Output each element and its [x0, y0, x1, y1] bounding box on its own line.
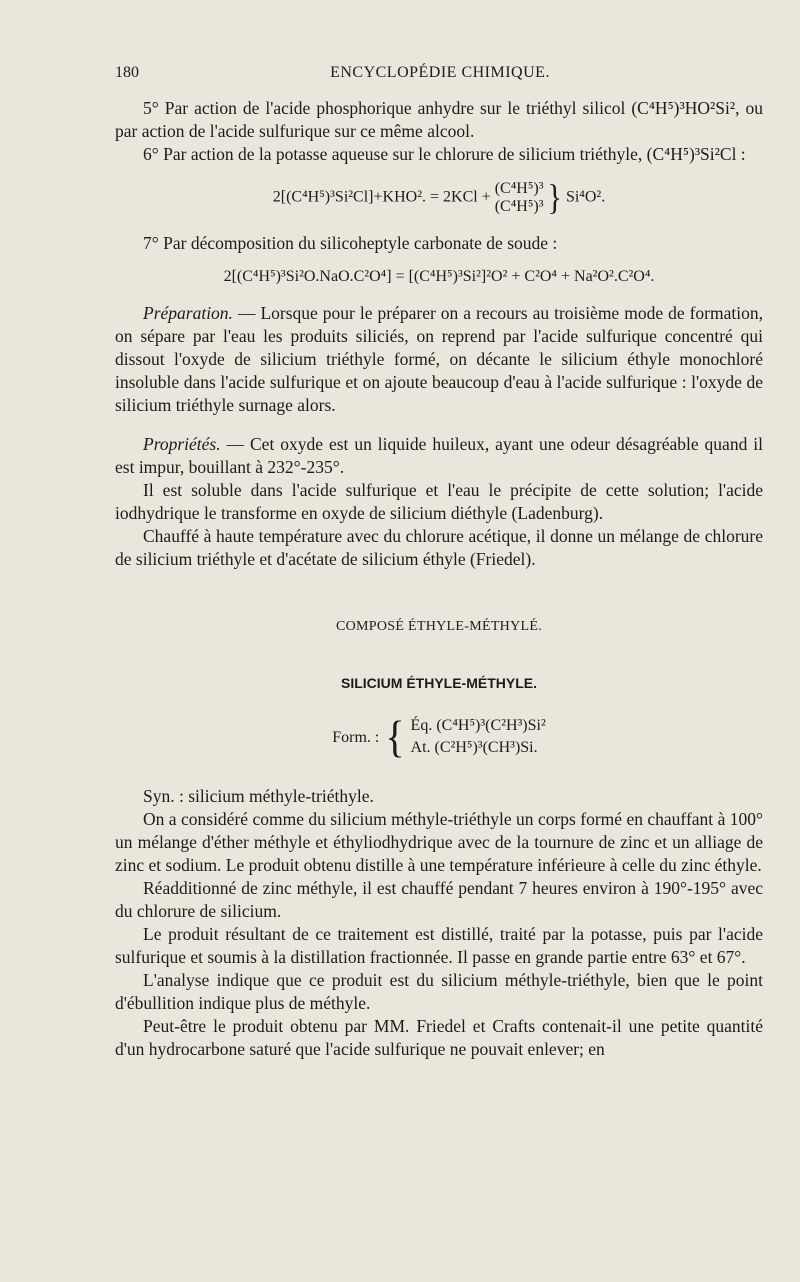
- section-paragraph-5: Peut-être le produit obtenu par MM. Friedel et Crafts contenait-il une petite quantité d'un hydrocarbone saturé que l'acide sulfurique ne pouvait enlever; en: [115, 1016, 763, 1059]
- formula-eq: Éq. (C⁴H⁵)³(C²H³)Si²: [410, 717, 546, 734]
- section-paragraph-1: On a considéré comme du silicium méthyle-triéthyle un corps formé en chauffant à 100° un mélange d'éther méthyle et éthyliodhydrique avec de la tournure de zinc et un alliage de zinc et sodium. Le produit obtenu distille à une température inférieure à celle du zinc éthyle.: [115, 809, 763, 875]
- properties-paragraph-2: Il est soluble dans l'acide sulfurique et l'eau le précipite de cette solution; l'acide iodhydrique le transforme en oxyde de silicium diéthyle (Ladenburg).: [115, 480, 763, 523]
- page-number: 180: [115, 64, 139, 81]
- section-heading: COMPOSÉ ÉTHYLE-MÉTHYLÉ.: [336, 619, 542, 634]
- formula-at: At. (C²H⁵)³(CH³)Si.: [410, 739, 538, 756]
- equation-1-top: (C⁴H⁵)³: [494, 180, 544, 197]
- properties-text: — Cet oxyde est un liquide huileux, ayant une odeur désagréable quand il est impur, bouillant à 232°-235°.: [115, 434, 763, 477]
- equation-1: [115, 177, 763, 218]
- preparation-text: — Lorsque pour le préparer on a recours au troisième mode de formation, on sépare par l'eau les produits siliciés, on reprend par l'acide sulfurique concentré qui dissout l'oxyde de silicium triéthyle formé, on décante le silicium éthyle monochloré insoluble dans l'acide sulfurique et on ajoute beaucoup d'eau à l'acide sulfurique : l'oxyde de silicium triéthyle surnage alors.: [115, 303, 763, 415]
- formula-brace: {: [385, 711, 405, 762]
- properties-paragraph-3: Chauffé à haute température avec du chlorure acétique, il donne un mélange de chlorure de silicium triéthyle et d'acétate de silicium éthyle (Friedel).: [115, 526, 763, 569]
- synonym-line: Syn. : silicium méthyle-triéthyle.: [143, 786, 374, 806]
- properties-label: Propriétés.: [143, 434, 221, 454]
- equation-1-brace: }: [547, 177, 562, 218]
- formula-block: [115, 711, 763, 762]
- paragraph-6: 6° Par action de la potasse aqueuse sur le chlorure de silicium triéthyle, (C⁴H⁵)³Si²Cl :: [143, 144, 746, 164]
- preparation-paragraph: [115, 302, 763, 417]
- section-subheading: SILICIUM ÉTHYLE-MÉTHYLE.: [341, 675, 537, 691]
- paragraph-5: 5° Par action de l'acide phosphorique anhydre sur le triéthyl silicol (C⁴H⁵)³HO²Si², ou par action de l'acide sulfurique sur ce même alcool.: [115, 98, 763, 141]
- section-paragraph-2: Réadditionné de zinc méthyle, il est chauffé pendant 7 heures environ à 190°-195° avec du chlorure de silicium.: [115, 878, 763, 921]
- equation-1-left: 2[(C⁴H⁵)³Si²Cl]+KHO². = 2KCl +: [272, 188, 491, 206]
- page-header: [115, 60, 765, 86]
- formula-label: Form. :: [332, 728, 380, 746]
- properties-paragraph: [115, 433, 763, 479]
- equation-1-right: Si⁴O².: [565, 188, 606, 206]
- formula-rows: [411, 715, 546, 759]
- running-title: ENCYCLOPÉDIE CHIMIQUE.: [330, 64, 550, 81]
- equation-1-bottom: (C⁴H⁵)³: [494, 198, 544, 215]
- equation-2: 2[(C⁴H⁵)³Si²O.NaO.C²O⁴] = [(C⁴H⁵)³Si²]²O² + C²O⁴ + Na²O².C²O⁴.: [223, 268, 655, 285]
- page-body: [115, 97, 763, 1061]
- section-paragraph-3: Le produit résultant de ce traitement est distillé, traité par la potasse, puis par l'acide sulfurique et soumis à la distillation fractionnée. Il passe en grande partie entre 63° et 67°.: [115, 924, 763, 967]
- preparation-label: Préparation.: [143, 303, 233, 323]
- paragraph-7: 7° Par décomposition du silicoheptyle carbonate de soude :: [143, 233, 558, 253]
- equation-1-stack: [495, 180, 544, 216]
- section-paragraph-4: L'analyse indique que ce produit est du silicium méthyle-triéthyle, bien que le point d'ébullition indique plus de méthyle.: [115, 970, 763, 1013]
